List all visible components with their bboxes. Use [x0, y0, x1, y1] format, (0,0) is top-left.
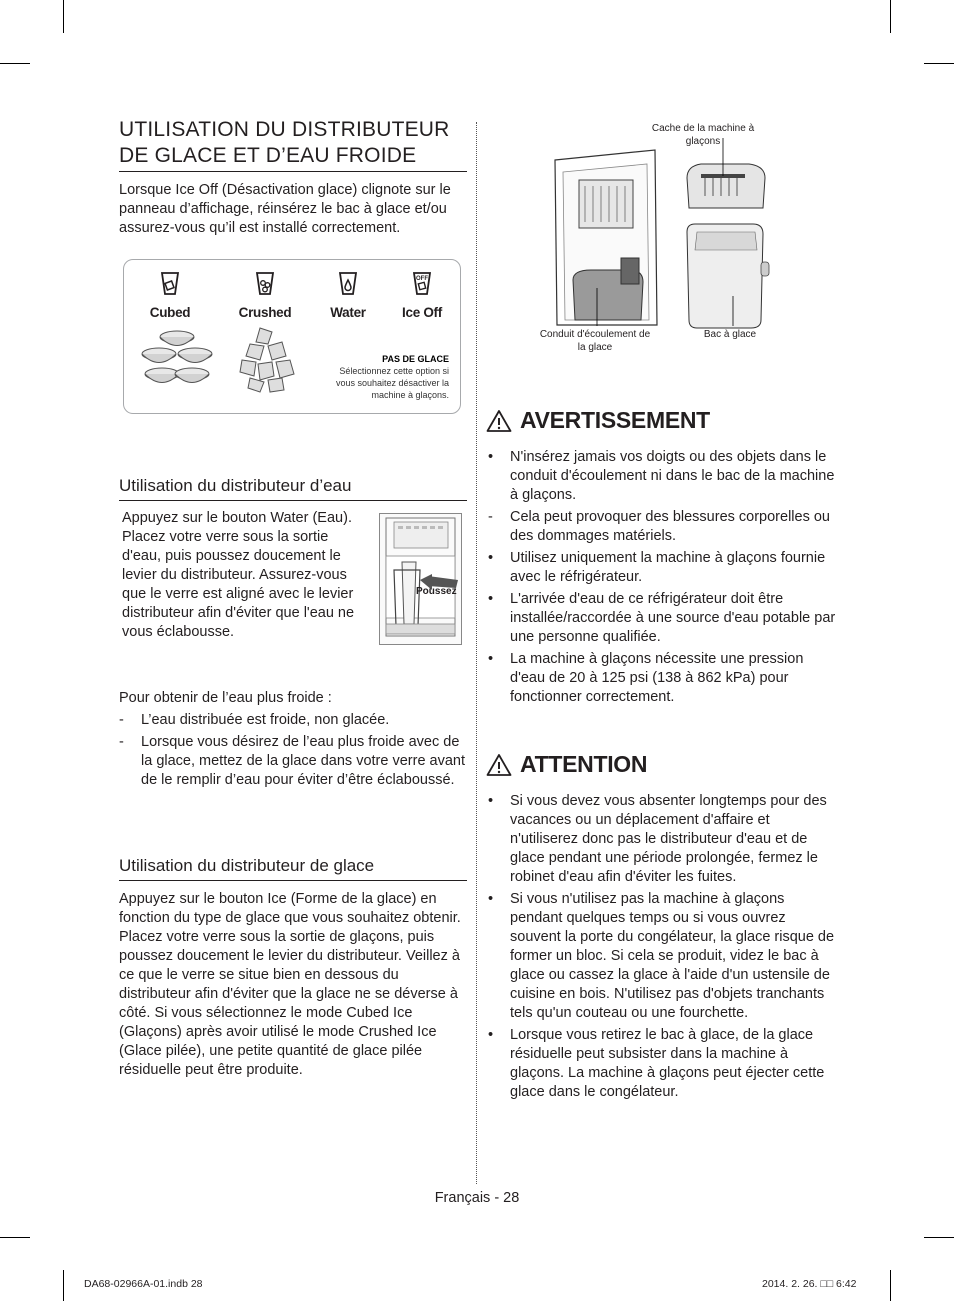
title-line-2: DE GLACE ET D’EAU FROIDE — [119, 144, 417, 167]
print-file-info: DA68-02966A-01.indb 28 — [84, 1278, 203, 1290]
warning-triangle-icon — [486, 409, 512, 433]
ice-maker-figure — [537, 120, 777, 360]
attention-section — [486, 751, 836, 1105]
ice-maker-cover-label: Cache de la machine à glaçons — [651, 123, 755, 147]
list-item: • Lorsque vous retirez le bac à glace, de la glace résiduelle peut subsister dans la machine à glaçons. La machine à glaçons peut éjecter cette glace dans le congélateur. — [486, 1026, 836, 1102]
crop-mark — [0, 63, 30, 64]
mode-label: Crushed — [238, 305, 292, 320]
print-date-info: 2014. 2. 26. □□ 6:42 — [762, 1278, 857, 1290]
list-item: - Cela peut provoquer des blessures corporelles ou des dommages matériels. — [486, 508, 836, 546]
list-item: • L'arrivée d'eau de ce réfrigérateur doit être installée/raccordée à une source d'eau potable par une personne qualifiée. — [486, 590, 836, 647]
ice-dispenser-section — [119, 855, 467, 1080]
page-title — [119, 117, 467, 172]
intro-text: Lorsque Ice Off (Désactivation glace) clignote sur le panneau d’affichage, réinsérez le bac à glace et/ou assurez-vous qu’il est installé correctement. — [119, 182, 451, 236]
caution-triangle-icon — [486, 753, 512, 777]
ice-off-note — [319, 353, 449, 401]
crop-mark — [63, 0, 64, 33]
ice-maker-drawing — [537, 120, 777, 360]
left-column — [119, 117, 467, 238]
water-instructions: Appuyez sur le bouton Water (Eau). Placez votre verre sous la sortie d'eau, puis poussez doucement le levier du distributeur. Assurez-vous que le verre est aligné avec le levier distributeur afin d'éviter que l'eau ne vous éclabousse. — [122, 510, 355, 640]
cubed-ice-icon — [158, 270, 182, 296]
ice-off-icon — [410, 270, 434, 296]
warning-section — [486, 407, 836, 710]
mode-ice-off — [392, 270, 452, 320]
crop-mark — [0, 1237, 30, 1238]
crop-mark — [63, 1270, 64, 1301]
list-item: • Si vous devez vous absenter longtemps pour des vacances ou un déplacement d'affaire et n'utiliserez donc pas le distributeur d'eau et de glace pendant une période prolongée, fermez le robinet d'eau afin d'éviter les fuites. — [486, 792, 836, 887]
water-drop-icon — [336, 270, 360, 296]
list-item: • La machine à glaçons nécessite une pression d'eau de 20 à 125 psi (138 à 862 kPa) pour fonctionner correctement. — [486, 650, 836, 707]
colder-water-section — [119, 689, 467, 793]
attention-list — [486, 792, 836, 1102]
ice-bin-label: Bac à glace — [703, 329, 757, 340]
ice-cubes-illustration — [138, 324, 216, 396]
mode-label: Ice Off — [402, 305, 442, 320]
mode-label: Cubed — [149, 305, 191, 320]
list-item: • N'insérez jamais vos doigts ou des objets dans le conduit d'écoulement ni dans le bac de la machine à glaçons. — [486, 448, 836, 505]
list-item: • Si vous n'utilisez pas la machine à glaçons pendant quelques temps ou si vous ouvrez souvent la porte du congélateur, la glace risque de former un bloc. Si cela se produit, videz le bac à glace ou cassez la glace à l'aide d'un ustensile de cuisine en bois. N'utilisez pas d'objets tranchants tels qu'un couteau ou une fourchette. — [486, 890, 836, 1023]
ice-off-note-text: Sélectionnez cette option si vous souhaitez désactiver la machine à glaçons. — [335, 366, 449, 400]
mode-crushed — [235, 270, 295, 320]
warning-title: AVERTISSEMENT — [520, 407, 710, 433]
crop-mark — [924, 63, 954, 64]
warning-heading — [486, 407, 836, 434]
crop-mark — [890, 0, 891, 33]
warning-list — [486, 448, 836, 707]
column-divider — [476, 122, 477, 1184]
water-heading: Utilisation du distributeur d’eau — [119, 475, 467, 501]
mode-water — [318, 270, 378, 320]
crushed-ice-illustration — [238, 326, 298, 396]
off-badge: OFF — [416, 276, 428, 282]
attention-title: ATTENTION — [520, 751, 648, 777]
ice-heading: Utilisation du distributeur de glace — [119, 855, 467, 881]
water-dispenser-illustration — [379, 513, 462, 645]
list-item: - Lorsque vous désirez de l’eau plus froide avec de la glace, mettez de la glace dans votre verre avant de le remplir d’eau pour éviter d’être éclaboussé. — [119, 733, 467, 790]
page-footer: Français - 28 — [434, 1190, 520, 1206]
list-item: - L’eau distribuée est froide, non glacée. — [119, 711, 467, 730]
attention-heading — [486, 751, 836, 778]
ice-chute-label: Conduit d'écoulement de la glace — [539, 329, 651, 353]
colder-water-list — [119, 711, 467, 790]
water-dispenser-section — [119, 475, 467, 640]
push-label: Poussez — [416, 586, 457, 597]
dispenser-mode-panel — [123, 259, 461, 414]
crop-mark — [924, 1237, 954, 1238]
colder-water-intro: Pour obtenir de l’eau plus froide : — [119, 690, 332, 706]
mode-cubed — [140, 270, 200, 320]
dispenser-drawing — [380, 514, 461, 644]
crushed-ice-icon — [253, 270, 277, 296]
title-line-1: UTILISATION DU DISTRIBUTEUR — [119, 118, 450, 141]
mode-label: Water — [330, 305, 366, 320]
list-item: • Utilisez uniquement la machine à glaçons fournie avec le réfrigérateur. — [486, 549, 836, 587]
crop-mark — [890, 1270, 891, 1301]
ice-instructions: Appuyez sur le bouton Ice (Forme de la glace) en fonction du type de glace que vous souhaitez obtenir. Placez votre verre sous la sortie de glaçons, puis poussez doucement le levier du distributeur. Veillez à ce que le verre se situe bien en dessous du distributeur afin d'éviter que la glace ne se déverse à côté. Si vous sélectionnez le mode Cubed Ice (Glaçons) après avoir utilisé le mode Crushed Ice (Glace pilée), une petite quantité de glace pilée résiduelle peut être produite. — [119, 891, 461, 1078]
ice-off-note-title: PAS DE GLACE — [382, 354, 449, 364]
